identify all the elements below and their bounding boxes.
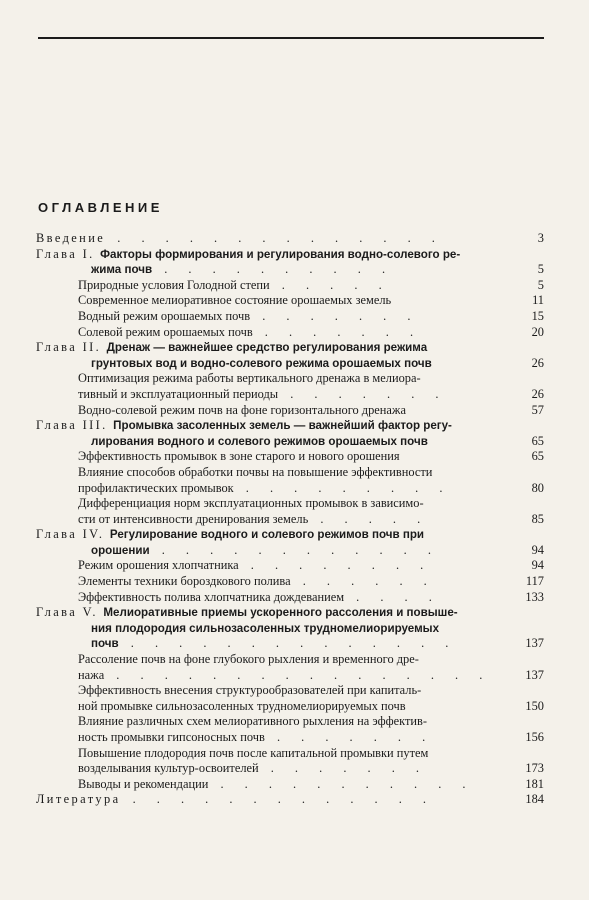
toc-entry-page: 15 — [531, 308, 544, 323]
toc-entry — [36, 309, 544, 325]
toc-entry — [36, 247, 544, 263]
toc-entry-title — [91, 543, 440, 557]
toc-entry-page: 65 — [531, 433, 544, 448]
toc-entry — [36, 403, 544, 419]
toc-entry — [36, 652, 544, 668]
toc-entry — [36, 512, 544, 528]
toc-entry-text: Повышение плодородия почв после капитальной промывки путем — [78, 745, 429, 760]
toc-entry — [36, 636, 544, 652]
toc-entry-text: Элементы техники бороздкового полива — [78, 574, 291, 589]
toc-entry-text: Глава IV. — [36, 527, 110, 542]
toc-entry-title — [78, 512, 429, 526]
toc-entry-page: 26 — [531, 386, 544, 401]
toc-entry — [36, 761, 544, 777]
toc-entry-title — [91, 621, 439, 635]
leader-dots: . . . . . . . — [278, 386, 448, 401]
toc-entry-text: Введение — [36, 231, 106, 245]
toc-entry-text: Дифференциация норм эксплуатационных промывок в зависимо- — [78, 496, 424, 511]
toc-entry-text: жима почв — [91, 263, 153, 277]
toc-entry-title — [36, 418, 452, 432]
toc-entry-text: Литература — [36, 792, 121, 807]
toc-entry-title — [78, 683, 421, 697]
toc-entry-page: 57 — [531, 402, 544, 417]
toc-entry-title — [78, 574, 436, 588]
toc-entry-title — [91, 434, 428, 448]
leader-dots: . . . . . . . — [250, 308, 420, 323]
toc-entry-text: ность промывки гипсоносных почв — [78, 730, 265, 744]
leader-dots: . . . . . — [308, 511, 430, 526]
toc-entry-text: Эффективность полива хлопчатника дождеванием — [78, 589, 345, 604]
toc-entry-title — [78, 730, 434, 744]
leader-dots: . . . . . . . . . . . . . . — [105, 231, 444, 245]
toc-entry-text: Водно-солевой режим почв на фоне горизонтального дренажа — [78, 402, 406, 417]
toc-entry-text: Современное мелиоративное состояние орошаемых земель — [78, 293, 392, 308]
toc-entry — [36, 434, 544, 450]
toc-entry-title — [78, 590, 441, 604]
toc-entry-page: 11 — [532, 293, 544, 308]
toc-entry-page: 5 — [537, 262, 544, 277]
toc-entry-title — [78, 325, 422, 339]
toc-entry-title — [78, 387, 448, 401]
toc-entry — [36, 621, 544, 637]
toc-entry-title — [78, 652, 419, 666]
leader-dots: . . . . . . . — [258, 761, 429, 776]
toc-entry-title — [78, 746, 428, 760]
toc-entry-text: Глава II. — [36, 340, 107, 355]
toc-entry-title — [91, 262, 394, 276]
toc-entry-page: 117 — [525, 574, 544, 589]
toc-entry — [36, 746, 544, 762]
toc-entry-page: 26 — [531, 355, 544, 370]
toc-entry-title — [36, 340, 427, 354]
toc-entry-text: Эффективность внесения структурообразователей при капиталь- — [78, 683, 422, 698]
toc-entry-title — [78, 761, 428, 775]
toc-entry-text: орошении — [91, 543, 150, 557]
toc-entry — [36, 278, 544, 294]
toc-entry-title — [78, 481, 451, 495]
toc-entry-text: Глава V. — [36, 605, 104, 620]
toc-entry-page: 94 — [531, 558, 544, 573]
toc-entry-text: профилактических промывок — [78, 480, 234, 495]
toc-entry-text: ния плодородия сильнозасоленных трудномелиорируемых — [91, 621, 440, 635]
leader-dots: . . . . . — [269, 277, 391, 292]
toc-entry — [36, 418, 544, 434]
toc-entry-page: 5 — [537, 277, 544, 292]
toc-entry-title — [78, 714, 427, 728]
toc-entry-text: Промывка засоленных земель — важнейший фактор регу- — [113, 419, 452, 433]
toc-entry-page: 181 — [525, 776, 544, 791]
leader-dots: . . . . . . — [290, 574, 436, 589]
leader-dots: . . . . . . . . . . — [152, 262, 395, 277]
toc-entry-text: Солевой режим орошаемых почв — [78, 324, 253, 339]
leader-dots: . . . . . . . . — [238, 558, 433, 573]
toc-entry — [36, 356, 544, 372]
toc-entry-text: сти от интенсивности дренирования земель — [78, 511, 309, 526]
toc-entry — [36, 449, 544, 465]
toc-entry-title — [78, 449, 400, 463]
toc-entry — [36, 387, 544, 403]
toc-entry-title — [91, 636, 457, 650]
toc-entry-text: Режим орошения хлопчатника — [78, 558, 239, 573]
toc-entry-title — [78, 496, 424, 510]
toc-entry-page: 65 — [531, 449, 544, 464]
toc-entry-page: 150 — [525, 698, 544, 713]
toc-entry-title — [78, 558, 432, 572]
toc-entry-text: Глава III. — [36, 418, 114, 433]
toc-entry — [36, 558, 544, 574]
leader-dots: . . . . . . . — [252, 324, 423, 339]
toc-entry — [36, 465, 544, 481]
toc-entry-page: 80 — [531, 480, 544, 495]
toc-entry-page: 94 — [531, 542, 544, 557]
toc-entry-text: ной промывке сильнозасоленных трудномелиорируемых почв — [78, 698, 406, 713]
toc-entry-text: грунтовых вод и водно-солевого режима орошаемых почв — [91, 356, 432, 370]
toc-entry-page: 85 — [531, 511, 544, 526]
toc-entry-title — [36, 792, 435, 806]
toc-entry-text: Влияние различных схем мелиоративного рыхления на эффектив- — [78, 714, 427, 729]
toc-entry — [36, 231, 544, 247]
toc-entry-page: 137 — [525, 667, 544, 682]
toc-entry — [36, 496, 544, 512]
toc-entry-title — [78, 278, 391, 292]
toc-entry-text: Дренаж — важнейшее средство регулирования режима — [106, 341, 428, 355]
toc-entry-page: 156 — [525, 730, 544, 744]
leader-dots: . . . . . . . . . . . . . . . . — [104, 667, 492, 682]
toc-entry-page: 20 — [531, 324, 544, 339]
toc-entry-text: Влияние способов обработки почвы на повышение эффективности — [78, 464, 433, 479]
toc-entry-title — [78, 668, 491, 682]
toc-entry-text: лирования водного и солевого режимов орошаемых почв — [91, 434, 428, 448]
toc-entry — [36, 777, 544, 793]
toc-entry — [36, 668, 544, 684]
toc-entry-title — [36, 527, 424, 541]
toc-entry-page: 173 — [525, 761, 544, 776]
toc-entry — [36, 325, 544, 341]
toc-entry-title — [91, 356, 432, 370]
toc-entry-title — [78, 777, 475, 791]
toc-entry-text: возделывания культур-освоителей — [78, 761, 259, 776]
toc-entry-title — [36, 605, 458, 619]
toc-entry-page: 3 — [537, 231, 544, 245]
toc-entry-title — [78, 309, 419, 323]
toc-entry-page: 133 — [525, 589, 544, 604]
leader-dots: . . . . . . . . . . . — [208, 776, 475, 791]
leader-dots: . . . . . . . . . — [233, 480, 452, 495]
toc-entry-text: Факторы формирования и регулирования водно-солевого ре- — [100, 247, 461, 261]
toc-entry — [36, 683, 544, 699]
toc-entry-page: 137 — [525, 636, 544, 651]
leader-dots: . . . . . . . . . . . . — [149, 542, 440, 557]
toc-entry-text: Регулирование водного и солевого режимов почв при — [109, 528, 425, 542]
toc-entry — [36, 574, 544, 590]
toc-entry — [36, 792, 544, 808]
toc-entry — [36, 293, 544, 309]
toc-entry — [36, 590, 544, 606]
toc-entry — [36, 527, 544, 543]
toc-entry — [36, 481, 544, 497]
toc-entry-text: Глава I. — [36, 246, 101, 261]
toc-entry-text: Природные условия Голодной степи — [78, 277, 270, 292]
toc-entry-text: Выводы и рекомендации — [78, 776, 209, 791]
toc-heading: ОГЛАВЛЕНИЕ — [38, 200, 163, 215]
leader-dots: . . . . . . . . . . . . . . — [118, 636, 458, 651]
toc-entry-title — [36, 231, 444, 245]
toc-entry-text: нажа — [78, 667, 105, 682]
leader-dots: . . . . . . . . . . . . . — [120, 792, 436, 807]
toc-entry-title — [78, 403, 406, 417]
toc-entry-text: Водный режим орошаемых почв — [78, 308, 251, 323]
toc-entry — [36, 340, 544, 356]
top-rule — [38, 37, 544, 39]
toc-entry-text: Эффективность промывок в зоне старого и нового орошения — [78, 449, 400, 464]
toc-entry — [36, 714, 544, 730]
toc-entry — [36, 699, 544, 715]
toc-entry — [36, 605, 544, 621]
toc-entry-title — [36, 247, 460, 261]
toc-entry-title — [78, 465, 432, 479]
toc-entry-text: почв — [91, 637, 119, 651]
toc-entry — [36, 371, 544, 387]
table-of-contents — [36, 231, 544, 808]
toc-entry-text: тивный и эксплуатационный периоды — [78, 386, 279, 401]
leader-dots: . . . . . . . — [264, 730, 435, 744]
toc-entry-title — [78, 699, 406, 713]
toc-entry-text: Рассоление почв на фоне глубокого рыхления и временного дре- — [78, 652, 419, 667]
toc-entry — [36, 730, 544, 746]
toc-entry — [36, 262, 544, 278]
toc-entry-title — [78, 293, 391, 307]
toc-entry — [36, 543, 544, 559]
leader-dots: . . . . — [344, 589, 441, 604]
toc-entry-page: 184 — [525, 792, 544, 807]
toc-entry-text: Мелиоративные приемы ускоренного рассоления и повыше- — [103, 606, 458, 620]
toc-entry-text: Оптимизация режима работы вертикального дренажа в мелиора- — [78, 371, 421, 386]
toc-entry-title — [78, 371, 421, 385]
